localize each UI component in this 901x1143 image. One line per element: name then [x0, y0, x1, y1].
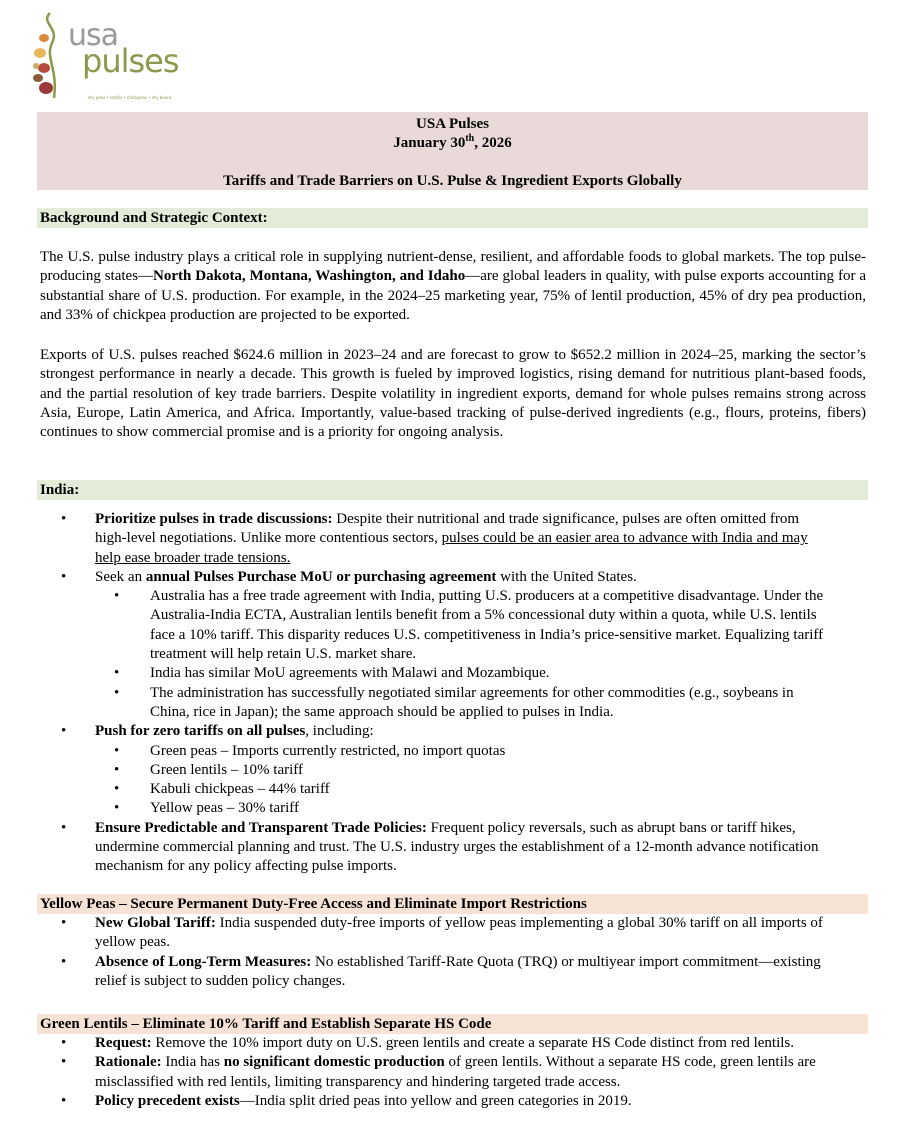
- list-item: • Rationale: India has no significant domestic production of green lentils. Without a separate HS code, green lentils are misclassified with red lentils, limiting transparency and hindering targeted trade access.: [40, 1053, 830, 1092]
- background-paragraph-1: The U.S. pulse industry plays a critical role in supplying nutrient-dense, resilient, and affordable foods to global markets. The top pulse-producing states—North Dakota, Montana, Washington, and Idaho—are global leaders in quality, with pulse exports accounting for a substantial share of U.S. production. For example, in the 2024–25 marketing year, 75% of lentil production, 45% of dry pea production, and 33% of chickpea production are projected to be exported.: [40, 249, 866, 323]
- list-item: • Green peas – Imports currently restricted, no import quotas: [95, 742, 830, 761]
- list-item: • Yellow peas – 30% tariff: [95, 799, 830, 818]
- list-item: • Prioritize pulses in trade discussions: Despite their nutritional and trade significance, pulses are often omitted from high-level negotiations. Unlike more contentious sectors, pulses could be an easier area to advance with India and may help ease broader trade tensions.: [40, 510, 830, 568]
- mou-sublist: [95, 587, 830, 722]
- header-org: USA Pulses: [416, 116, 489, 132]
- list-item: • New Global Tariff: India suspended duty-free imports of yellow peas implementing a global 30% tariff on all imports of yellow peas.: [40, 914, 830, 953]
- list-item: • Push for zero tariffs on all pulses, including: • Green peas – Imports currently restricted, no import quotas • Green lentils – 10% tariff • Kabuli chickpeas – 44% tariff • Yellow peas – 30% tariff: [40, 722, 830, 818]
- background-paragraph-2: Exports of U.S. pulses reached $624.6 million in 2023–24 and are forecast to grow to $652.2 million in 2024–25, marking the sector’s strongest performance in nearly a decade. This growth is fueled by improved logistics, rising demand for nutritious plant-based foods, and the partial resolution of key trade barriers. Despite volatility in ingredient exports, demand for whole pulses remains strong across Asia, Europe, Latin America, and Africa. Importantly, value-based tracking of pulse-derived ingredients (e.g., flours, proteins, fibers) continues to show commercial promise and is a priority for ongoing analysis.: [40, 347, 866, 441]
- header-title: Tariffs and Trade Barriers on U.S. Pulse & Ingredient Exports Globally: [223, 173, 682, 189]
- list-item: • Ensure Predictable and Transparent Trade Policies: Frequent policy reversals, such as abrupt bans or tariff hikes, undermine commercial planning and trust. The U.S. industry urges the establishment of a 12-month advance notification mechanism for any policy affecting pulse imports.: [40, 819, 830, 877]
- list-item: • Australia has a free trade agreement with India, putting U.S. producers at a competitive disadvantage. Under the Australia-India ECTA, Australian lentils benefit from a 5% concessional duty within a quota, while U.S. lentils face a 10% tariff. This disparity reduces U.S. competitiveness in India’s price-sensitive market. Equalizing tariff treatment will help retain U.S. market share.: [95, 587, 830, 664]
- yellow-peas-list: [40, 914, 830, 991]
- india-list: [40, 510, 830, 877]
- list-item: • Request: Remove the 10% import duty on U.S. green lentils and create a separate HS Code distinct from red lentils.: [40, 1034, 830, 1053]
- tariff-sublist: [95, 742, 830, 819]
- list-item: • The administration has successfully negotiated similar agreements for other commodities (e.g., soybeans in China, rice in Japan); the same approach should be applied to pulses in India.: [95, 684, 830, 723]
- list-item: • India has similar MoU agreements with Malawi and Mozambique.: [95, 664, 830, 683]
- logo-word-usa: usa: [68, 18, 119, 53]
- green-lentils-heading: Green Lentils – Eliminate 10% Tariff and Establish Separate HS Code: [37, 1014, 868, 1034]
- list-item: • Policy precedent exists—India split dried peas into yellow and green categories in 2019.: [40, 1092, 830, 1111]
- header-date: January 30th, 2026: [393, 133, 512, 151]
- document-header: [37, 112, 868, 190]
- yellow-peas-heading: Yellow Peas – Secure Permanent Duty-Free Access and Eliminate Import Restrictions: [37, 894, 868, 914]
- list-item: • Seek an annual Pulses Purchase MoU or purchasing agreement with the United States. • Australia has a free trade agreement with India, putting U.S. producers at a competitive disadvantage. Under the Australia-India ECTA, Australian lentils benefit from a 5% concessional duty within a quota, while U.S. lentils face a 10% tariff. This disparity reduces U.S. competitiveness in India’s price-sensitive market. Equalizing tariff treatment will help retain U.S. market share. • India has similar MoU agreements with Malawi and Mozambique. • The administration has successfully negotiated similar agreements for other commodities (e.g., soybeans in China, rice in Japan); the same approach should be applied to pulses in India.: [40, 568, 830, 722]
- list-item: • Absence of Long-Term Measures: No established Tariff-Rate Quota (TRQ) or multiyear import commitment—existing relief is subject to sudden policy changes.: [40, 953, 830, 992]
- green-lentils-list: [40, 1034, 830, 1111]
- logo-word-pulses: pulses: [82, 42, 179, 80]
- india-heading: India:: [37, 480, 868, 500]
- logo-tagline: dry peas • lentils • chickpeas • dry beans: [88, 95, 172, 100]
- usa-pulses-logo: [30, 8, 190, 103]
- list-item: • Green lentils – 10% tariff: [95, 761, 830, 780]
- list-item: • Kabuli chickpeas – 44% tariff: [95, 780, 830, 799]
- background-heading: Background and Strategic Context:: [37, 208, 868, 228]
